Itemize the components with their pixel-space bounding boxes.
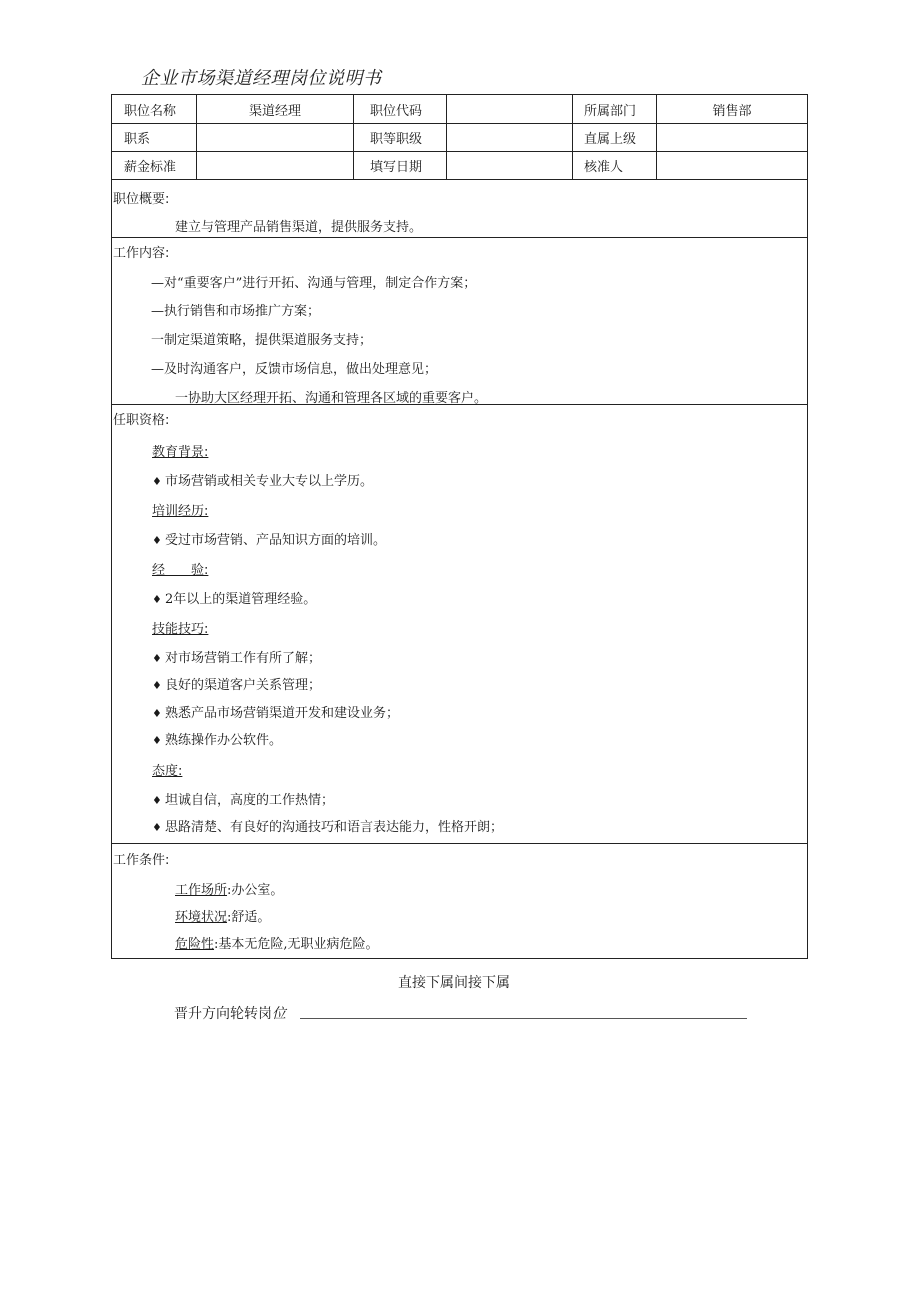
label-salary-standard: 薪金标准 — [124, 160, 177, 175]
subordinates-line: 直接下属间接下属 — [398, 975, 510, 991]
list-item: ♦ 良好的渠道客户关系管理； — [152, 678, 322, 693]
list-item: ♦ 受过市场营销、产品知识方面的培训。 — [152, 533, 387, 548]
duties-heading: 工作内容: — [113, 246, 170, 261]
list-item: ♦ 熟悉产品市场营销渠道开发和建设业务； — [152, 706, 400, 721]
promotion-fill-line — [300, 1018, 747, 1019]
diamond-bullet-icon: ♦ — [152, 734, 162, 747]
label-direct-supervisor: 直属上级 — [584, 132, 637, 147]
list-item: ♦ 熟练操作办公软件。 — [152, 733, 283, 748]
list-item: ♦ 坦诚自信，高度的工作热情； — [152, 793, 335, 808]
label-job-grade: 职等职级 — [370, 132, 423, 147]
duty-item: 一协助大区经理开拓、沟通和管理各区域的重要客户。 — [175, 391, 488, 406]
job-description-table — [111, 94, 808, 959]
section-divider — [112, 237, 807, 238]
duty-item: —执行销售和市场推广方案； — [151, 304, 321, 319]
diamond-bullet-icon: ♦ — [152, 679, 162, 692]
column-divider — [353, 95, 354, 179]
diamond-bullet-icon: ♦ — [152, 652, 162, 665]
list-item: ♦ 市场营销或相关专业大专以上学历。 — [152, 474, 374, 489]
duty-item: —对“重要客户”进行开拓、沟通与管理，制定合作方案； — [151, 276, 477, 291]
diamond-bullet-icon: ♦ — [152, 534, 162, 547]
conditions-heading: 工作条件: — [113, 853, 170, 868]
row-divider — [112, 179, 807, 180]
row-divider — [112, 151, 807, 152]
diamond-bullet-icon: ♦ — [152, 794, 162, 807]
diamond-bullet-icon: ♦ — [152, 707, 162, 720]
skills-heading: 技能技巧: — [152, 622, 209, 637]
diamond-bullet-icon: ♦ — [152, 821, 162, 834]
value-position-name: 渠道经理 — [248, 104, 301, 119]
label-approver: 核准人 — [584, 160, 624, 175]
value-department: 销售部 — [712, 104, 752, 119]
condition-hazard: 危险性:基本无危险,无职业病危险。 — [175, 937, 379, 952]
row-divider — [112, 123, 807, 124]
label-fill-date: 填写日期 — [370, 160, 423, 175]
column-divider — [446, 95, 447, 179]
column-divider — [572, 95, 573, 179]
promotion-line: 晋升方向轮转岗位 — [174, 1006, 286, 1022]
duty-item: —及时沟通客户，反馈市场信息，做出处理意见； — [151, 362, 438, 377]
training-heading: 培训经历: — [152, 504, 209, 519]
attitude-heading: 态度: — [152, 764, 183, 779]
education-heading: 教育背景: — [152, 445, 209, 460]
diamond-bullet-icon: ♦ — [152, 593, 162, 606]
label-department: 所属部门 — [584, 104, 637, 119]
experience-heading: 经 验: — [152, 563, 209, 578]
section-divider — [112, 843, 807, 844]
diamond-bullet-icon: ♦ — [152, 475, 162, 488]
label-position-name: 职位名称 — [124, 104, 177, 119]
list-item: ♦ 对市场营销工作有所了解； — [152, 651, 322, 666]
list-item: ♦ 思路清楚、有良好的沟通技巧和语言表达能力，性格开朗； — [152, 820, 504, 835]
condition-environment: 环境状况:舒适。 — [175, 910, 271, 925]
document-title: 企业市场渠道经理岗位说明书 — [141, 68, 382, 89]
qualifications-heading: 任职资格: — [113, 413, 170, 428]
duty-item: 一制定渠道策略，提供渠道服务支持； — [151, 333, 373, 348]
list-item: ♦ 2年以上的渠道管理经验。 — [152, 592, 317, 607]
label-position-code: 职位代码 — [370, 104, 423, 119]
label-job-family: 职系 — [124, 132, 151, 147]
summary-heading: 职位概要: — [113, 192, 170, 207]
summary-text: 建立与管理产品销售渠道，提供服务支持。 — [175, 220, 423, 235]
condition-workplace: 工作场所:办公室。 — [175, 883, 284, 898]
